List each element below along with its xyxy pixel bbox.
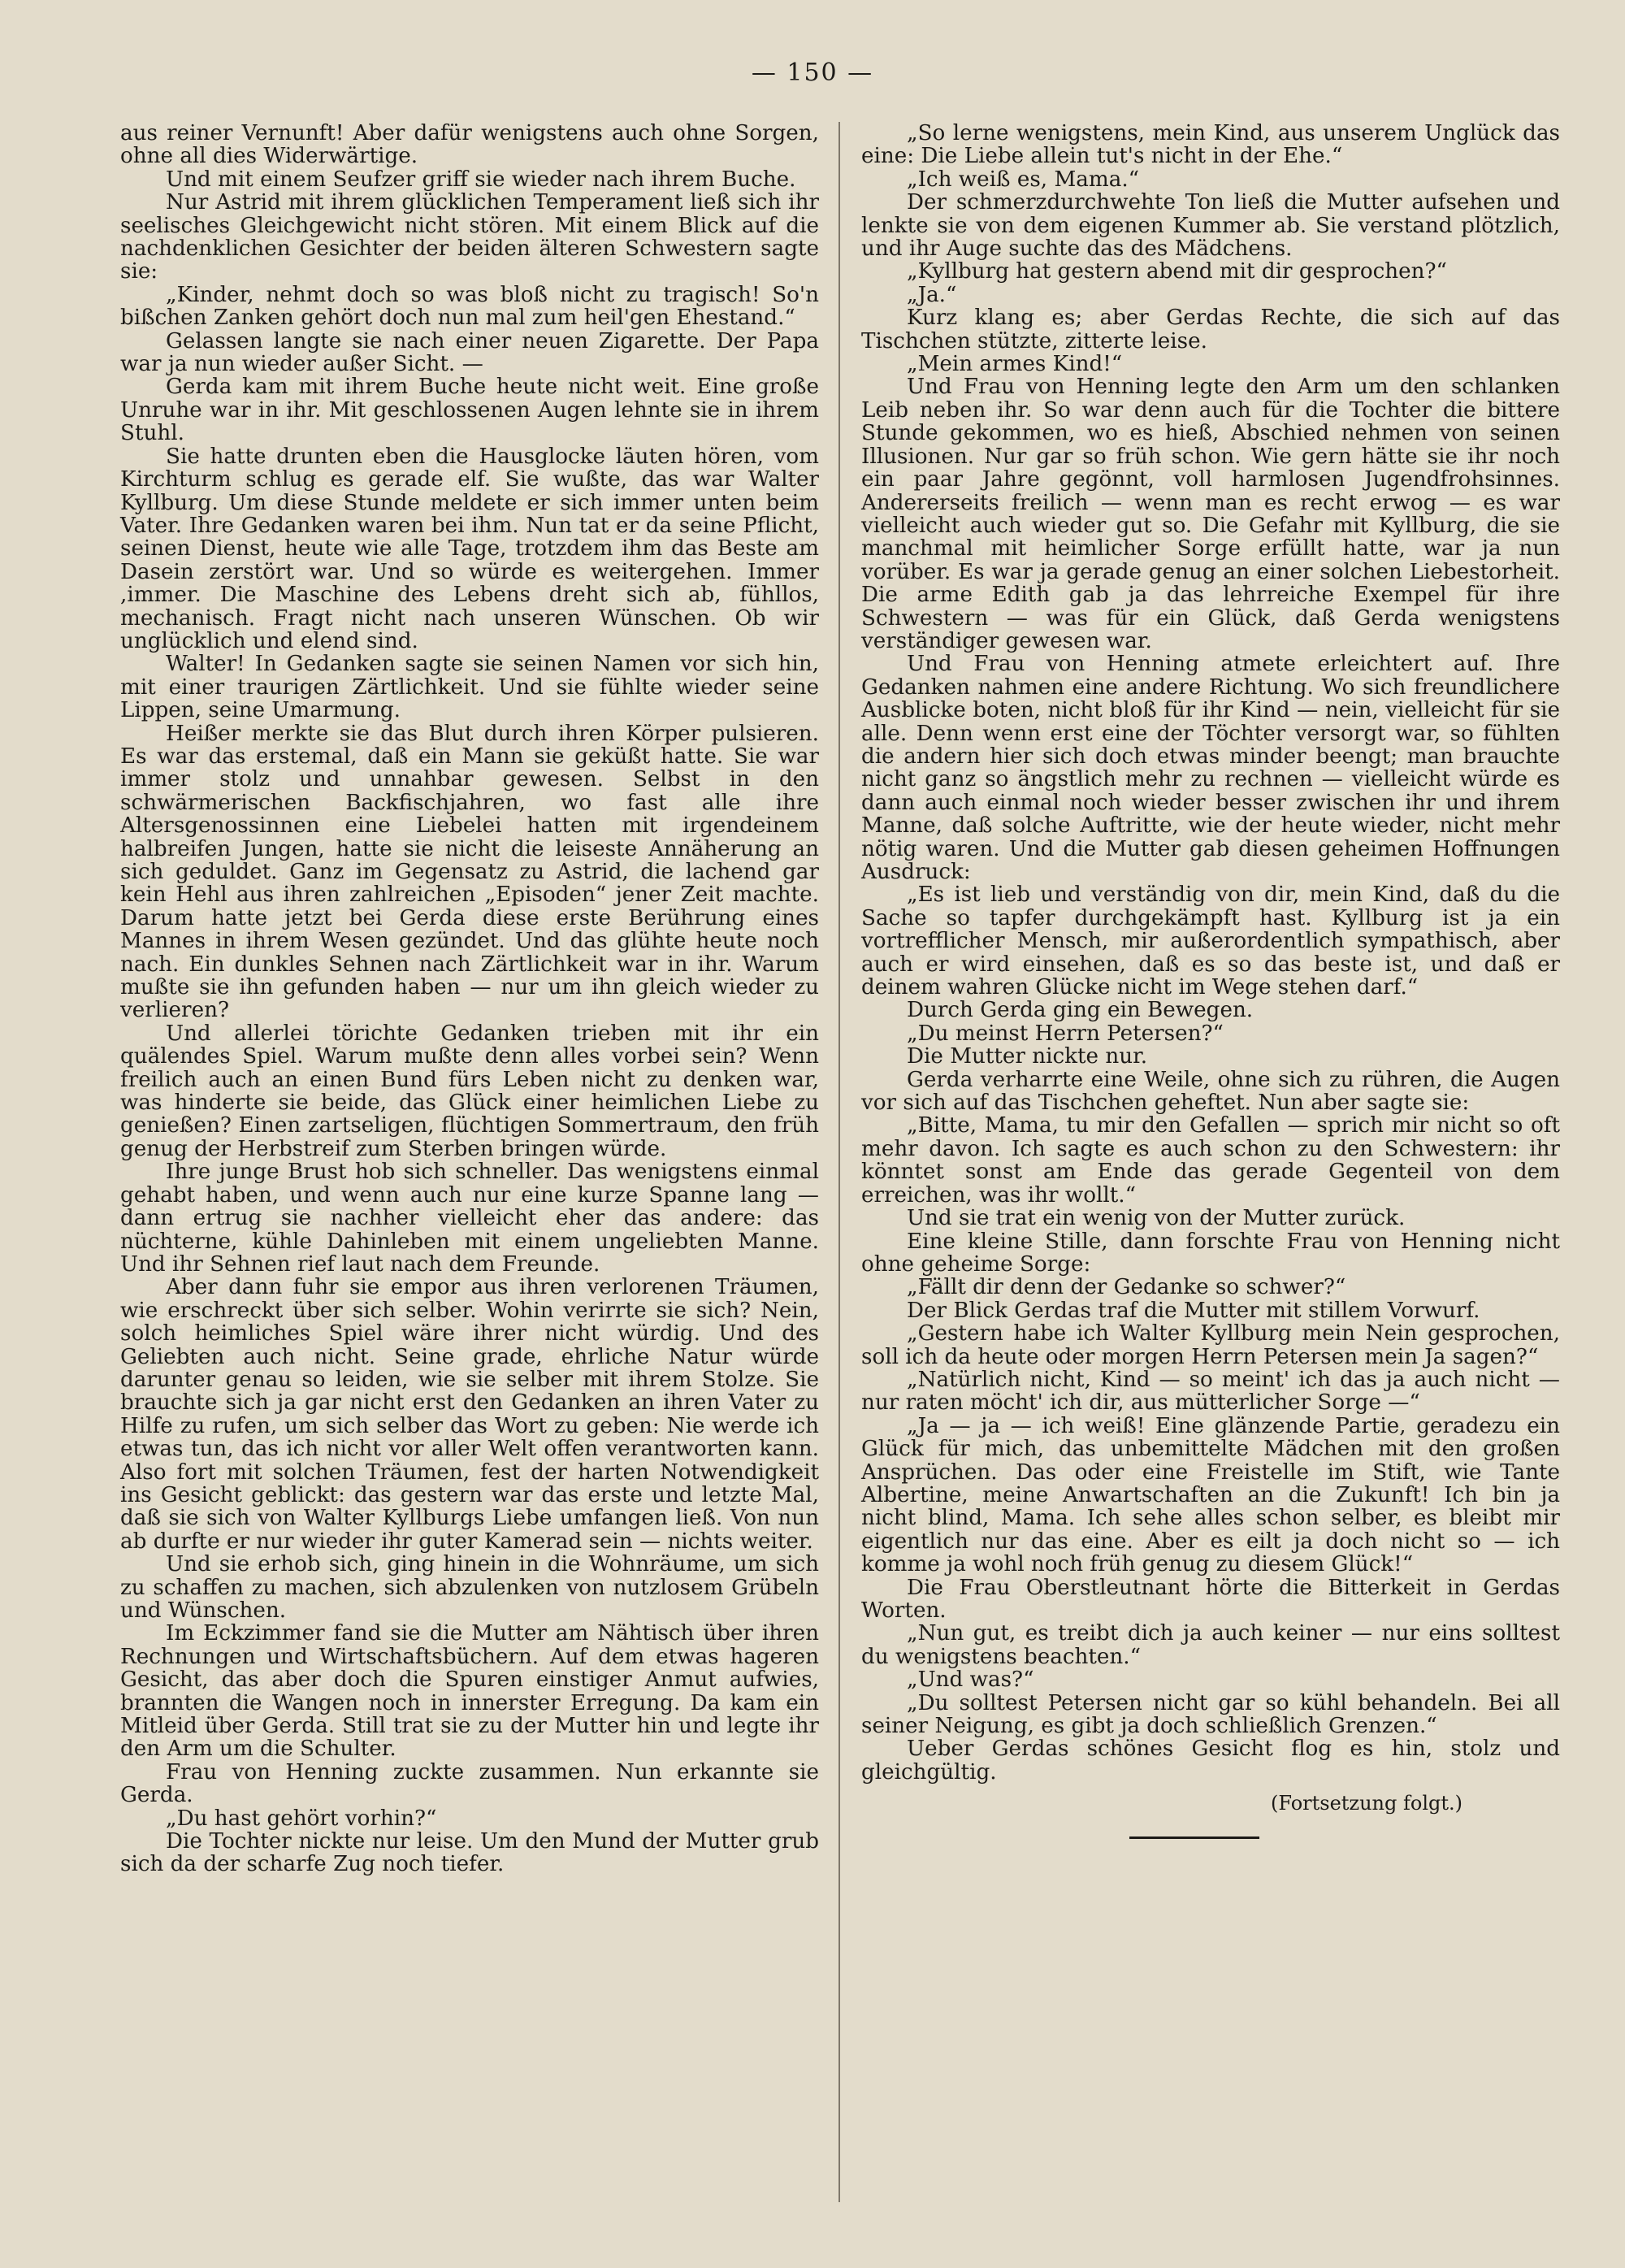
paragraph: Walter! In Gedanken sagte sie seinen Namen vor sich hin, mit einer traurigen Zärtlichkeit. Und sie fühlte wieder seine Lippen, seine Umarmung. xyxy=(120,652,819,723)
paragraph: Gelassen langte sie nach einer neuen Zigarette. Der Papa war ja nun wieder außer Sicht. — xyxy=(120,328,819,377)
paragraph: Ihre junge Brust hob sich schneller. Das wenigstens einmal gehabt haben, und wenn auch nur eine kurze Spanne lang — dann ertrug sie nachher vielleicht eher das andere: das nüchterne, kühle Dahinleben mit einem ungeliebten Manne. Und ihr Sehnen rief laut nach dem Freunde. xyxy=(120,1160,819,1277)
paragraph: Die Mutter nickte nur. xyxy=(907,1044,1148,1069)
paragraph: aus reiner Vernunft! Aber dafür wenigstens auch ohne Sorgen, ohne all dies Widerwärtige. xyxy=(120,121,819,169)
paragraph: „Kinder, nehmt doch so was bloß nicht zu tragisch! So'n bißchen Zanken gehört doch nun mal zum heil'gen Ehestand.“ xyxy=(120,282,819,331)
paragraph: „Du meinst Herrn Petersen?“ xyxy=(907,1021,1224,1046)
end-rule xyxy=(1129,1837,1259,1839)
paragraph: Durch Gerda ging ein Bewegen. xyxy=(907,998,1254,1023)
paragraph: Und mit einem Seufzer griff sie wieder nach ihrem Buche. xyxy=(166,167,796,192)
paragraph: Und Frau von Henning atmete erleichtert auf. Ihre Gedanken nahmen eine andere Richtung. Wo sich freundlichere Ausblicke boten, nicht bloß für ihr Kind — nein, vielleicht für sie alle. Denn wenn erst eine der Töchter versorgt war, so fühlten die andern hier sich doch etwas minder beengt; man brauchte nicht ganz so ängstlich mehr zu rechnen — vielleicht würde es dann auch einmal noch wieder besser zwischen ihr und ihrem Manne, daß solche Auftritte, wie der heute wieder, nicht mehr nötig waren. Und die Mutter gab diesen geheimen Hoffnungen Ausdruck: xyxy=(861,652,1560,884)
paragraph: Gerda kam mit ihrem Buche heute nicht weit. Eine große Unruhe war in ihr. Mit geschlossenen Augen lehnte sie in ihrem Stuhl. xyxy=(120,375,819,446)
paragraph: „Es ist lieb und verständig von dir, mein Kind, daß du die Sache so tapfer durchgekämpft hast. Kyllburg ist ja ein vortrefflicher Mensch, mir außerordentlich sympathisch, aber auch er wird einsehen, daß es so das beste ist, und daß er deinem wahren Glücke nicht im Wege stehen darf.“ xyxy=(861,882,1560,1000)
paragraph: Frau von Henning zuckte zusammen. Nun erkannte sie Gerda. xyxy=(120,1759,819,1808)
paragraph: Und Frau von Henning legte den Arm um den schlanken Leib neben ihr. So war denn auch für die Tochter die bittere Stunde gekommen, wo es hieß, Abschied nehmen von seinen Illusionen. Nur gar so früh schon. Wie gern hätte sie ihr noch ein paar Jahre gegönnt, voll harmlosen Jugendfrohsinnes. Andererseits freilich — wenn man es recht erwog — es war vielleicht auch wieder gut so. Die Gefahr mit Kyllburg, die sie manchmal mit heimlicher Sorge erfüllt hatte, war ja nun vorüber. Es war ja gerade genug an einer solchen Liebestorheit. Die arme Edith gab ja das lehrreiche Exempel für ihre Schwestern — was für ein Glück, daß Gerda wenigstens verständiger gewesen war. xyxy=(861,375,1560,653)
paragraph: „Gestern habe ich Walter Kyllburg mein Nein gesprochen, soll ich da heute oder morgen Herrn Petersen mein Ja sagen?“ xyxy=(861,1321,1560,1369)
paragraph: „Natürlich nicht, Kind — so meint' ich das ja auch nicht — nur raten möcht' ich dir, aus mütterlicher Sorge —“ xyxy=(861,1367,1560,1416)
paragraph: Sie hatte drunten eben die Hausglocke läuten hören, vom Kirchturm schlug es gerade elf. Sie wußte, das war Walter Kyllburg. Um diese Stunde meldete er sich immer unten beim Vater. Ihre Gedanken waren bei ihm. Nun tat er da seine Pflicht, seinen Dienst, heute wie alle Tage, trotzdem ihm das Beste am Dasein zerstört war. Und so würde es weitergehen. Immer ,immer. Die Maschine des Lebens dreht sich ab, fühllos, mechanisch. Fragt nicht nach unseren Wünschen. Ob wir unglücklich und elend sind. xyxy=(120,444,819,653)
page-number: — 150 — xyxy=(751,59,874,87)
paragraph: „Bitte, Mama, tu mir den Gefallen — sprich mir nicht so oft mehr davon. Ich sagte es auch schon zu den Schwestern: ihr könntet sonst am Ende das gerade Gegenteil von dem erreichen, was ihr wollt.“ xyxy=(861,1113,1560,1208)
paragraph: „Ja — ja — ich weiß! Eine glänzende Partie, geradezu ein Glück für mich, das unbemittelte Mädchen mit den großen Ansprüchen. Das oder eine Freistelle im Stift, wie Tante Albertine, meine Anwartschaften an die Zukunft! Ich bin ja nicht blind, Mama. Ich sehe alles schon selber, es bleibt mir eigentlich nur das eine. Aber es eilt ja doch nicht so — ich komme ja wohl noch früh genug zu diesem Glück!“ xyxy=(861,1413,1560,1577)
paragraph: Und sie trat ein wenig von der Mutter zurück. xyxy=(907,1206,1406,1231)
paragraph: Gerda verharrte eine Weile, ohne sich zu rühren, die Augen vor sich auf das Tischchen geheftet. Nun aber sagte sie: xyxy=(861,1067,1560,1116)
paragraph: Und sie erhob sich, ging hinein in die Wohnräume, um sich zu schaffen zu machen, sich abzulenken von nutzlosem Grübeln und Wünschen. xyxy=(120,1552,819,1623)
right-text-column xyxy=(861,122,1560,1839)
paragraph: Heißer merkte sie das Blut durch ihren Körper pulsieren. Es war das erstemal, daß ein Mann sie geküßt hatte. Sie war immer stolz und unnahbar gewesen. Selbst in den schwärmerischen Backfischjahren, wo fast alle ihre Altersgenossinnen eine Liebelei hatten mit irgendeinem halbreifen Jungen, hatte sie nicht die leiseste Annäherung an sich geduldet. Ganz im Gegensatz zu Astrid, die lachend gar kein Hehl aus ihren zahlreichen „Episoden“ jener Zeit machte. Darum hatte jetzt bei Gerda diese erste Berührung eines Mannes in ihrem Wesen gezündet. Und das glühte heute noch nach. Ein dunkles Sehnen nach Zärtlichkeit war in ihr. Warum mußte sie ihn gefunden haben — nur um ihn gleich wieder zu verlieren? xyxy=(120,721,819,1023)
paragraph: Eine kleine Stille, dann forschte Frau von Henning nicht ohne geheime Sorge: xyxy=(861,1229,1560,1277)
paragraph: Der schmerzdurchwehte Ton ließ die Mutter aufsehen und lenkte sie von dem eigenen Kummer ab. Sie verstand plötzlich, und ihr Auge suchte das des Mädchens. xyxy=(861,190,1560,262)
paragraph: Nur Astrid mit ihrem glücklichen Temperament ließ sich ihr seelisches Gleichgewicht nicht stören. Mit einem Blick auf die nachdenklichen Gesichter der beiden älteren Schwestern sagte sie: xyxy=(120,190,819,284)
paragraph: „Du hast gehört vorhin?“ xyxy=(166,1806,437,1831)
paragraph: „Mein armes Kind!“ xyxy=(907,352,1123,377)
column-divider xyxy=(838,122,840,2202)
paragraph: „Ich weiß es, Mama.“ xyxy=(907,167,1140,192)
paragraph: „Fällt dir denn der Gedanke so schwer?“ xyxy=(907,1275,1346,1300)
paragraph: Die Tochter nickte nur leise. Um den Mund der Mutter grub sich da der scharfe Zug noch tiefer. xyxy=(120,1829,819,1877)
paragraph: Die Frau Oberstleutnant hörte die Bitterkeit in Gerdas Worten. xyxy=(861,1575,1560,1623)
paragraph: Im Eckzimmer fand sie die Mutter am Nähtisch über ihren Rechnungen und Wirtschaftsbüchern. Auf dem etwas hageren Gesicht, das aber doch die Spuren einstiger Anmut aufwies, brannten die Wangen noch in innerster Erregung. Da kam ein Mitleid über Gerda. Still trat sie zu der Mutter hin und legte ihr den Arm um die Schulter. xyxy=(120,1621,819,1762)
paragraph: „Nun gut, es treibt dich ja auch keiner — nur eins solltest du wenigstens beachten.“ xyxy=(861,1621,1560,1669)
paragraph: Und allerlei törichte Gedanken trieben mit ihr ein quälendes Spiel. Warum mußte denn alles vorbei sein? Wenn freilich auch an einen Bund fürs Leben nicht zu denken war, was hinderte sie beide, das Glück einer heimlichen Liebe zu genießen? Einen zartseligen, flüchtigen Sommertraum, den früh genug der Herbstreif zum Sterben bringen würde. xyxy=(120,1021,819,1161)
paragraph: „Du solltest Petersen nicht gar so kühl behandeln. Bei all seiner Neigung, es gibt ja doch schließlich Grenzen.“ xyxy=(861,1690,1560,1739)
paragraph: „Kyllburg hat gestern abend mit dir gesprochen?“ xyxy=(907,259,1447,284)
paragraph: Aber dann fuhr sie empor aus ihren verlorenen Träumen, wie erschreckt über sich selber. Wohin verirrte sie sich? Nein, solch heimliches Spiel wäre ihrer nicht würdig. Und des Geliebten auch nicht. Seine grade, ehrliche Natur würde darunter genau so leiden, wie sie selber mit ihrem Stolze. Sie brauchte sich ja gar nicht erst den Gedanken an ihren Vater zu Hilfe zu rufen, um sich selber das Wort zu geben: Nie werde ich etwas tun, das ich nicht vor aller Welt offen verantworten kann. Also fort mit solchen Träumen, fest der harten Notwendigkeit ins Gesicht geblickt: das gestern war das erste und letzte Mal, daß sie sich von Walter Kyllburgs Liebe umfangen ließ. Von nun ab durfte er nur wieder ihr guter Kamerad sein — nichts weiter. xyxy=(120,1275,819,1554)
left-text-column xyxy=(120,122,819,1876)
paragraph: „Ja.“ xyxy=(907,282,957,307)
continuation-note: (Fortsetzung folgt.) xyxy=(1271,1792,1462,1815)
paragraph: Der Blick Gerdas traf die Mutter mit stillem Vorwurf. xyxy=(907,1298,1480,1323)
paragraph: „So lerne wenigstens, mein Kind, aus unserem Unglück das eine: Die Liebe allein tut's nicht in der Ehe.“ xyxy=(861,121,1560,169)
paragraph: Ueber Gerdas schönes Gesicht flog es hin, stolz und gleichgültig. xyxy=(861,1737,1560,1784)
paragraph: Kurz klang es; aber Gerdas Rechte, die sich auf das Tischchen stützte, zitterte leise. xyxy=(861,306,1560,353)
paragraph: „Und was?“ xyxy=(907,1667,1034,1693)
